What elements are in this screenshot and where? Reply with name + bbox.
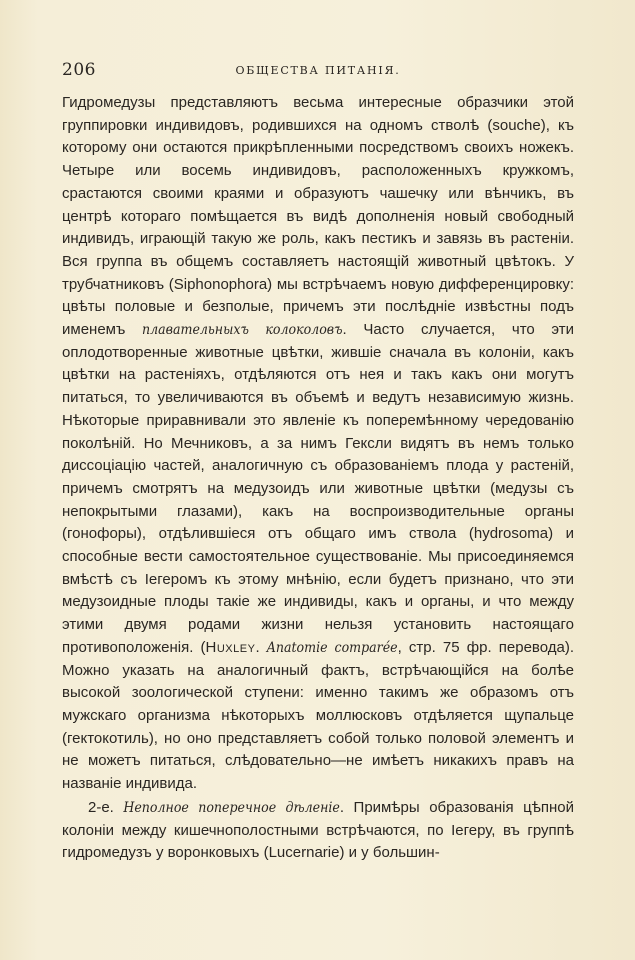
running-title: ОБЩЕСТВА ПИТАНІЯ. (235, 64, 401, 77)
section-number: 2-е. (88, 798, 124, 816)
paragraph-1 (62, 92, 574, 796)
paragraph-1-text-b: . Часто случается, что эти оплодотворенные животные цвѣтки, жившіе сначала въ колоніи, какъ цвѣтки на растеніяхъ, отдѣляются отъ нея и такъ какъ они могутъ питаться, то увеличиваются въ объемѣ и ведутъ независимую жизнь. Нѣкоторые приравнивали это явленіе къ поперемѣнному чередованію поколѣній. Но Мечниковъ, а за нимъ Гексли видятъ въ немъ только диссоціацію частей, аналогичную съ образованіемъ плода у растеній, причемъ смотрятъ на медузоидъ или животные цвѣтки (медузы съ непокрытыми глазами), какъ на воспроизводительные органы (гонофоры), отдѣлившіеся отъ общаго имъ ствола (hydrosoma) и способные вести самостоятельное существованіе. Мы присоединяемся вмѣстѣ съ Іегеромъ къ этому мнѣнію, если будетъ признано, что эти медузоидные плоды такіе же индивиды, какъ и органы, и что между этими двумя родами жизни нельзя установить настоящаго противоположенія. ( (62, 321, 575, 656)
page-number: 206 (62, 60, 96, 80)
paragraph-1-text-c: . (255, 638, 267, 656)
section-heading: Неполное поперечное дѣленіе (123, 799, 340, 816)
page-header (62, 60, 574, 80)
body-text (62, 92, 574, 865)
paragraph-2 (62, 797, 574, 865)
paragraph-2-text: . Примѣры образованія цѣпной колоніи между кишечнополостными встрѣчаются, по Іегеру, въ группѣ гидромедузъ у воронковыхъ (Lucernarie) и у большин- (62, 798, 575, 862)
italic-term-swimming-bells: плавательныхъ колоколовъ (142, 322, 343, 339)
author-name: Huxley (205, 638, 256, 656)
italic-book-title: Anatomie comparée (266, 639, 398, 656)
paragraph-1-text-d: , стр. 75 фр. перевода). Можно указать на аналогичный фактъ, встрѣчающійся на болѣе высокой зоологической ступени: именно такимъ же образомъ отъ мужскаго организма нѣкоторыхъ моллюсковъ отдѣляется щупальце (гектокотиль), но оно представляетъ собой только половой элементъ и не можетъ питаться, слѣдовательно—не имѣетъ никакихъ правъ на названіе индивида. (62, 638, 574, 793)
paragraph-1-text-a: Гидромедузы представляютъ весьма интересные образчики этой группировки индивидовъ, родившихся на одномъ стволѣ (souche), къ которому они остаются прикрѣпленными посредствомъ своихъ ножекъ. Четыре или восемь индивидовъ, расположенныхъ кружкомъ, срастаются своими краями и образуютъ чашечку или вѣнчикъ, въ центрѣ котораго помѣщается въ видѣ дополненія новый свободный индивидъ, играющій такую же роль, какъ пестикъ и завязь въ растеніи. Вся группа въ общемъ составляетъ настоящій животный цвѣтокъ. У трубчатниковъ (Siphonophora) мы встрѣчаемъ новую дифференцировку: цвѣты половые и безполые, причемъ эти послѣдніе извѣстны подъ именемъ (62, 94, 574, 339)
